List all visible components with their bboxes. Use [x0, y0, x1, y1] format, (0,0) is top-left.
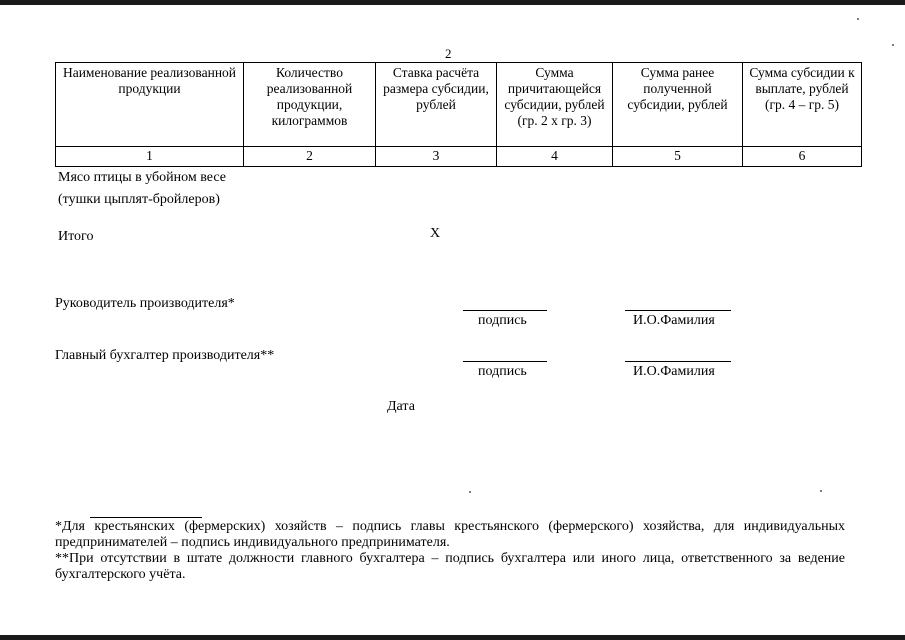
footnote-separator	[90, 517, 202, 518]
product-row-label	[58, 167, 226, 211]
header-rate: Ставка расчёта размера субсидии, рублей	[376, 63, 497, 147]
head-name-line	[625, 310, 731, 311]
column-number-row	[56, 147, 862, 167]
footnote-2: **При отсутствии в штате должности главного бухгалтера – подпись бухгалтера или иного лица, ответственного за ведение бухгалтерского учёта.	[55, 551, 845, 582]
scan-speck	[892, 44, 894, 46]
accountant-name-caption: И.О.Фамилия	[633, 364, 715, 379]
column-number: 1	[56, 147, 244, 167]
scan-speck	[857, 18, 859, 20]
accountant-signature-line	[463, 361, 547, 362]
column-number: 5	[613, 147, 743, 167]
footnote-1: *Для крестьянских (фермерских) хозяйств – подпись главы крестьянского (фермерского) хозяйства, для индивидуальных предпринимателей – подпись индивидуального предпринимателя.	[55, 519, 845, 550]
scan-speck	[469, 491, 471, 493]
scan-speck	[820, 490, 822, 492]
total-rate-not-applicable-mark: Х	[430, 226, 441, 241]
total-label: Итого	[58, 229, 94, 244]
column-number: 4	[497, 147, 613, 167]
product-name-line2: (тушки цыплят-бройлеров)	[58, 192, 220, 207]
header-received-amount: Сумма ранее полученной субсидии, рублей	[613, 63, 743, 147]
date-label: Дата	[387, 399, 415, 414]
scan-bottom-edge	[0, 635, 905, 640]
header-product-name: Наименование реализованной продукции	[56, 63, 244, 147]
header-quantity: Количество реализованной продукции, килограммов	[244, 63, 376, 147]
column-number: 2	[244, 147, 376, 167]
head-signature-line	[463, 310, 547, 311]
accountant-name-line	[625, 361, 731, 362]
head-signatory-title: Руководитель производителя*	[55, 296, 235, 311]
accountant-signatory-title: Главный бухгалтер производителя**	[55, 348, 275, 363]
head-signature-caption: подпись	[478, 313, 527, 328]
accountant-signature-caption: подпись	[478, 364, 527, 379]
header-payable-amount: Сумма субсидии к выплате, рублей (гр. 4 – гр. 5)	[743, 63, 862, 147]
header-due-amount: Сумма причитающейся субсидии, рублей (гр. 2 х гр. 3)	[497, 63, 613, 147]
scan-top-edge	[0, 0, 905, 5]
column-number: 3	[376, 147, 497, 167]
subsidy-table	[55, 62, 862, 167]
table-header-row	[56, 63, 862, 147]
column-number: 6	[743, 147, 862, 167]
product-name-line1: Мясо птицы в убойном весе	[58, 170, 226, 185]
page-number: 2	[445, 46, 452, 61]
head-name-caption: И.О.Фамилия	[633, 313, 715, 328]
